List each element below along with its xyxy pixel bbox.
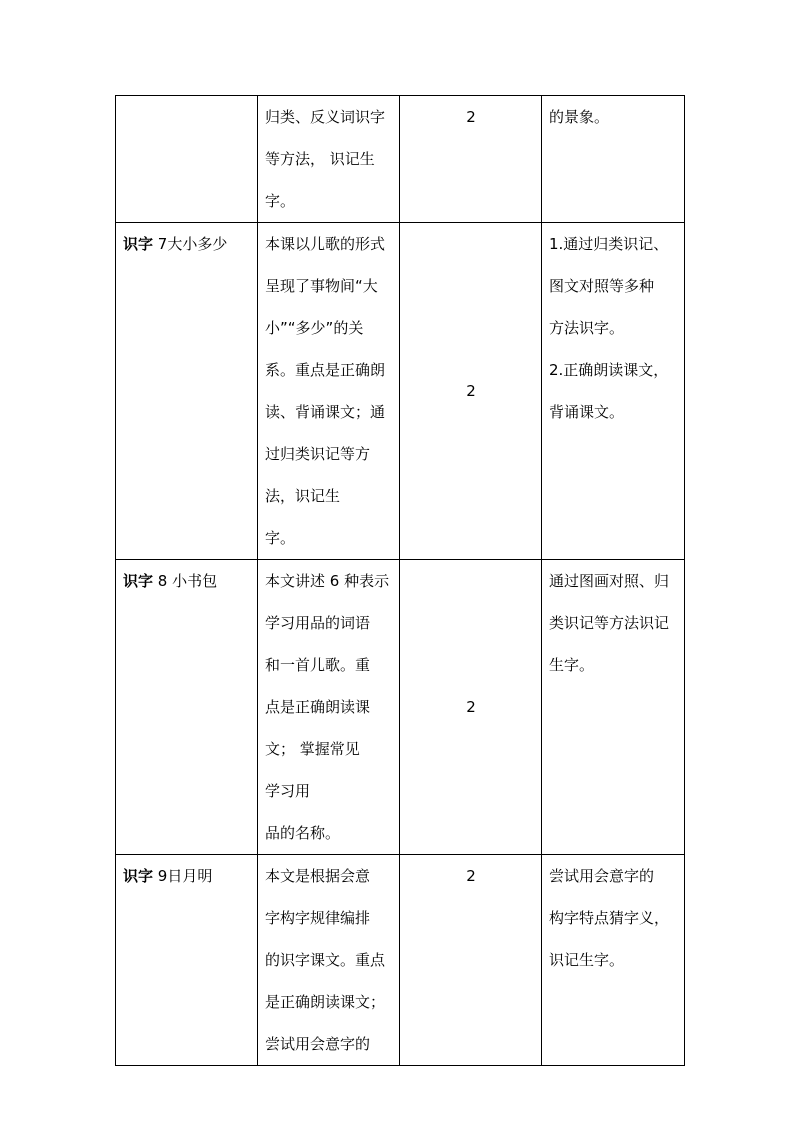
table-row (116, 855, 685, 1066)
lesson-content-text: 本文讲述 6 种表示 学习用品的词语 和一首儿歌。重 点是正确朗读课 文； 掌握常见 学习用 品的名称。 (265, 572, 390, 842)
lesson-content-cell (258, 96, 400, 223)
lesson-objectives-cell (542, 560, 685, 855)
lesson-title-cell (116, 223, 258, 560)
lesson-title-cell (116, 96, 258, 223)
lesson-objectives-text: 1.通过归类识记、 图文对照等多种 方法识字。 2.正确朗读课文， 背诵课文。 (549, 235, 669, 421)
lesson-title-prefix: 识字 (123, 867, 154, 885)
lesson-hours-value: 2 (466, 382, 476, 400)
table-row (116, 96, 685, 223)
table-row (116, 223, 685, 560)
lesson-content-cell (258, 855, 400, 1066)
lesson-content-text: 归类、反义词识字 等方法， 识记生 字。 (265, 108, 386, 210)
lesson-hours-cell (400, 96, 542, 223)
lesson-hours-cell (400, 223, 542, 560)
lesson-hours-cell (400, 855, 542, 1066)
lesson-content-text: 本文是根据会意 字构字规律编排 的识字课文。重点 是正确朗读课文； 尝试用会意字的 (265, 867, 386, 1053)
lesson-content-text: 本课以儿歌的形式 呈现了事物间“大 小”“多少”的关 系。重点是正确朗 读、背诵课文；通 过归类识记等方 法，识记生 字。 (265, 235, 386, 547)
lesson-hours-value: 2 (466, 867, 476, 885)
lesson-title-prefix: 识字 (123, 235, 154, 253)
lesson-title-prefix: 识字 (123, 572, 154, 590)
lesson-objectives-text: 的景象。 (549, 108, 610, 126)
lesson-objectives-cell (542, 223, 685, 560)
lesson-title-cell (116, 855, 258, 1066)
lesson-objectives-text: 通过图画对照、归 类识记等方法识记 生字。 (549, 572, 670, 674)
lesson-title-text: 7大小多少 (153, 235, 228, 253)
lesson-objectives-cell (542, 855, 685, 1066)
table-row (116, 560, 685, 855)
lesson-hours-value: 2 (466, 108, 476, 126)
lesson-title-cell (116, 560, 258, 855)
lesson-objectives-text: 尝试用会意字的 构字特点猜字义， 识记生字。 (549, 867, 670, 969)
lesson-content-cell (258, 223, 400, 560)
lesson-title-text: 9日月明 (153, 867, 213, 885)
lesson-objectives-cell (542, 96, 685, 223)
lesson-hours-value: 2 (466, 698, 476, 716)
lesson-hours-cell (400, 560, 542, 855)
lesson-content-cell (258, 560, 400, 855)
lesson-plan-table (115, 95, 685, 1066)
lesson-title-text: 8 小书包 (153, 572, 218, 590)
